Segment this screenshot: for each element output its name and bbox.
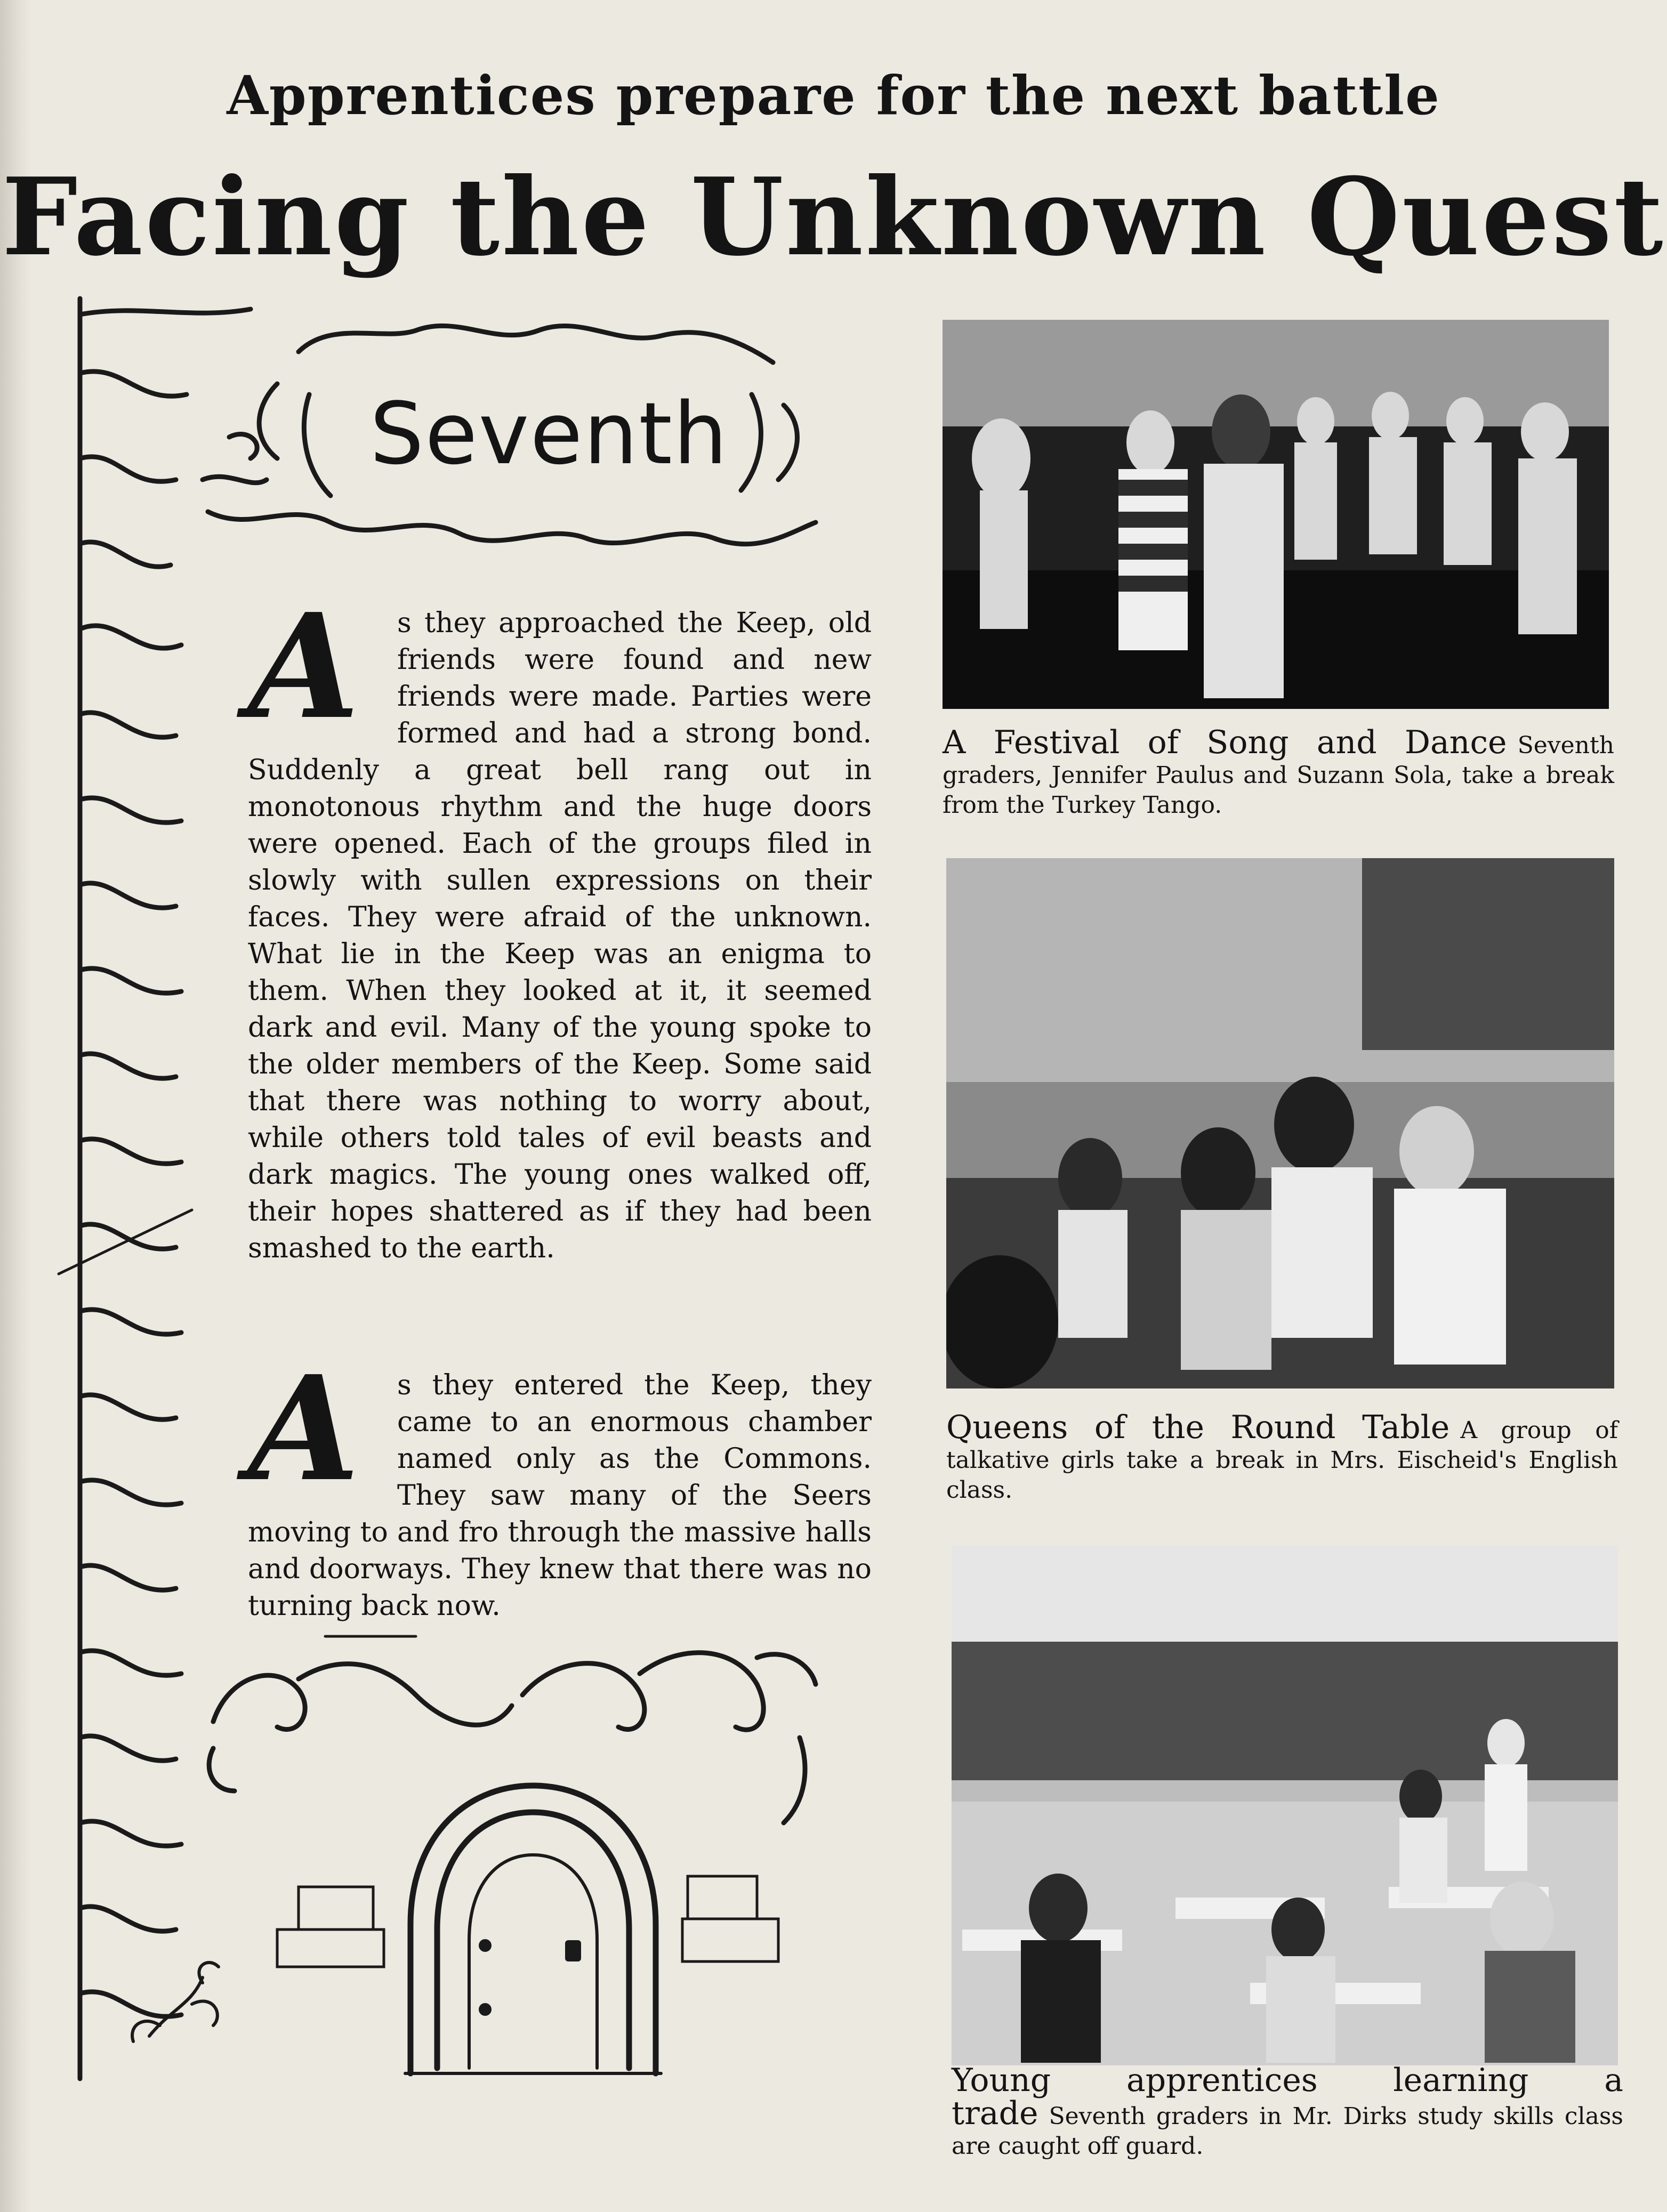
- story-paragraph-1: [248, 582, 872, 1267]
- photo-classroom: [952, 1546, 1618, 2065]
- drop-cap-2: A: [248, 1344, 360, 1513]
- main-headline: Facing the Unknown Quest: [2, 155, 1665, 280]
- photo-dance: [943, 320, 1609, 709]
- caption-dance-text: Seventh graders, Jennifer Paulus and Suzann Sola, take a break from the Turkey Tango.: [943, 732, 1614, 819]
- story-paragraph-2: [248, 1344, 872, 1625]
- caption-classroom-text: Seventh graders in Mr. Dirks study skills class are caught off guard.: [952, 2103, 1623, 2160]
- drop-cap-1: A: [248, 582, 360, 751]
- section-banner-label: Seventh: [369, 384, 729, 483]
- caption-round-table: [946, 1409, 1618, 1505]
- photo-round-table: [946, 858, 1614, 1388]
- caption-classroom-title: Young apprentices learning a trade: [952, 2062, 1623, 2132]
- caption-classroom: [952, 2062, 1623, 2161]
- caption-round-table-text: A group of talkative girls take a break in Mrs. Eischeid's English class.: [946, 1417, 1618, 1504]
- kicker-headline: Apprentices prepare for the next battle: [227, 64, 1440, 127]
- story-paragraph-1-text: s they approached the Keep, old friends were found and new friends were made. Parties were formed and had a strong bond. Suddenly a great bell rang out in monotonous rhythm and the huge doors were opened. Each of the groups filed in slowly with sullen expressions on their faces. They were afraid of the unknown. What lie in the Keep was an enigma to them. When they looked at it, it seemed dark and evil. Many of the young spoke to the older members of the Keep. Some said that there was nothing to worry about, while others told tales of evil beasts and dark magics. The young ones walked off, their hopes shattered as if they had been smashed to the earth.: [248, 607, 872, 1264]
- caption-dance-title: A Festival of Song and Dance: [943, 724, 1507, 761]
- caption-round-table-title: Queens of the Round Table: [946, 1409, 1450, 1446]
- story-paragraph-2-text: s they entered the Keep, they came to an enormous chamber named only as the Commons. They saw many of the Seers moving to and fro through the massive halls and doorways. They knew that there was no turning back now.: [248, 1369, 872, 1622]
- caption-dance: [943, 724, 1614, 820]
